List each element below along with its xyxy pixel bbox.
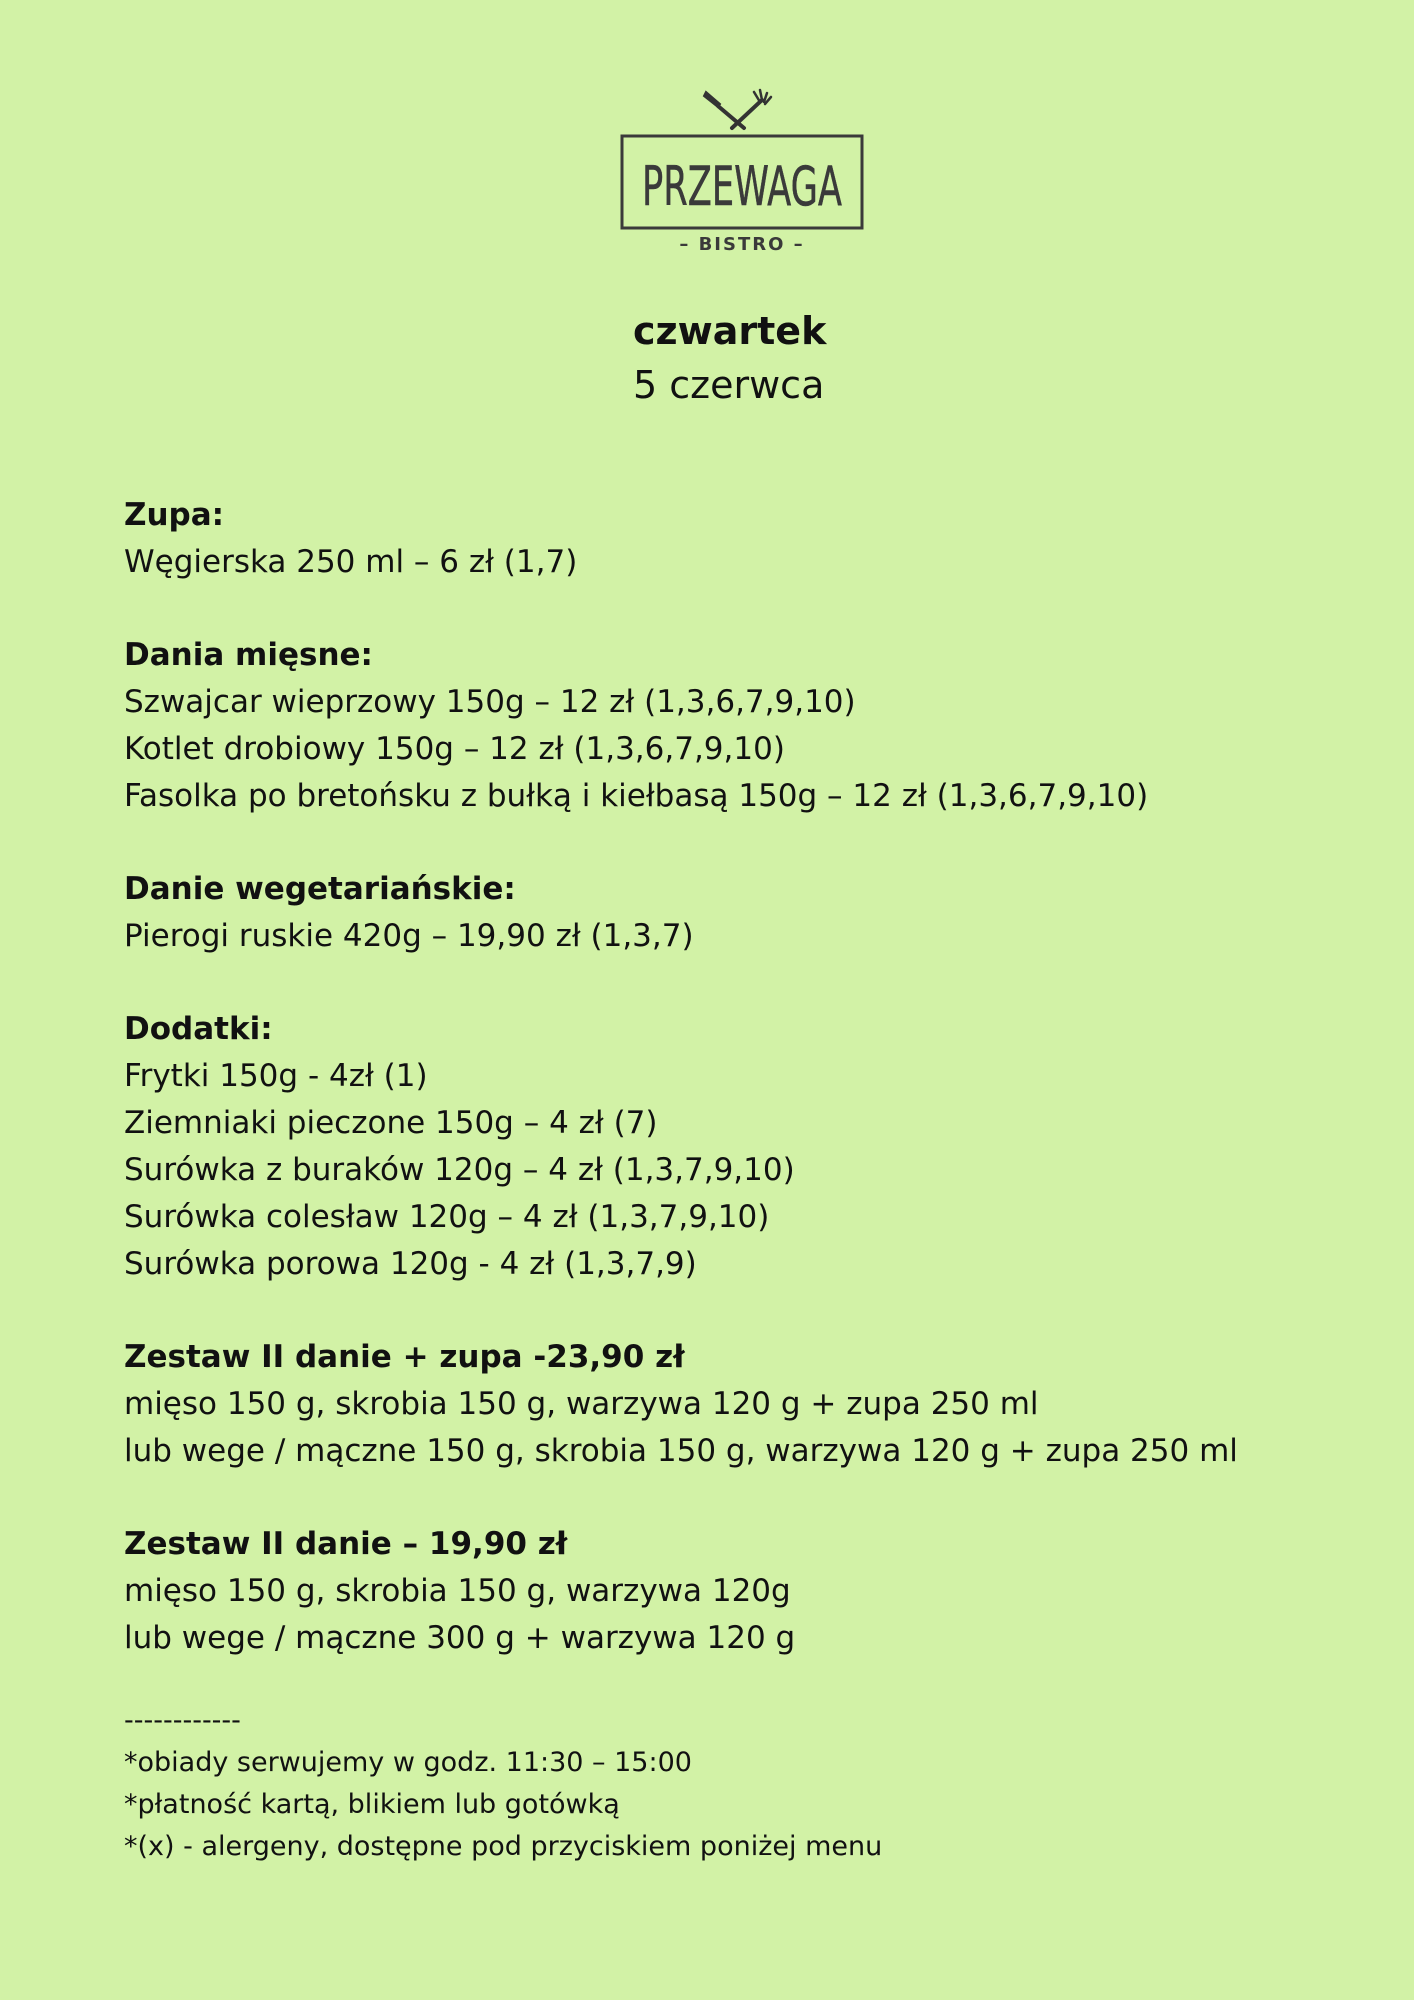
section-set-with-soup xyxy=(124,1334,1394,1475)
section-title: Zestaw II danie – 19,90 zł xyxy=(124,1526,568,1562)
menu xyxy=(124,492,1394,1708)
day-date: 5 czerwca xyxy=(633,363,825,407)
section-soup xyxy=(124,492,1394,586)
menu-item: Fasolka po bretońsku z bułką i kiełbasą 150g – 12 zł (1,3,6,7,9,10) xyxy=(124,778,1149,814)
menu-item: lub wege / mączne 300 g + warzywa 120 g xyxy=(124,1620,796,1656)
section-title: Danie wegetariańskie: xyxy=(124,871,516,907)
logo-brand: PRZEWAGA xyxy=(642,155,843,218)
section-title: Zupa: xyxy=(124,497,225,533)
menu-item: Węgierska 250 ml – 6 zł (1,7) xyxy=(124,544,578,580)
note-allergens: *(x) - alergeny, dostępne pod przyciskiem poniżej menu xyxy=(124,1831,883,1862)
bistro-logo xyxy=(620,88,864,258)
note-payment: *płatność kartą, blikiem lub gotówką xyxy=(124,1789,620,1820)
crossed-fork-knife-icon xyxy=(704,90,771,128)
menu-item: Surówka z buraków 120g – 4 zł (1,3,7,9,10) xyxy=(124,1152,795,1188)
menu-item: mięso 150 g, skrobia 150 g, warzywa 120g xyxy=(124,1573,791,1609)
separator: ------------ xyxy=(124,1705,241,1736)
footer-notes xyxy=(124,1700,1394,1868)
menu-item: Kotlet drobiowy 150g – 12 zł (1,3,6,7,9,10) xyxy=(124,731,785,767)
menu-item: Szwajcar wieprzowy 150g – 12 zł (1,3,6,7,9,10) xyxy=(124,684,856,720)
menu-item: Frytki 150g - 4zł (1) xyxy=(124,1058,428,1094)
menu-item: Pierogi ruskie 420g – 19,90 zł (1,3,7) xyxy=(124,918,694,954)
section-meat-dishes xyxy=(124,632,1394,820)
menu-item: Ziemniaki pieczone 150g – 4 zł (7) xyxy=(124,1105,658,1141)
menu-item: mięso 150 g, skrobia 150 g, warzywa 120 g + zupa 250 ml xyxy=(124,1386,1039,1422)
note-serving-hours: *obiady serwujemy w godz. 11:30 – 15:00 xyxy=(124,1747,692,1778)
section-title: Dodatki: xyxy=(124,1011,273,1047)
logo-subtitle: – BISTRO – xyxy=(679,234,805,255)
section-vegetarian xyxy=(124,866,1394,960)
day-header xyxy=(633,304,1133,412)
section-title: Zestaw II danie + zupa -23,90 zł xyxy=(124,1339,685,1375)
day-name: czwartek xyxy=(633,309,827,353)
section-sides xyxy=(124,1006,1394,1288)
logo-graphic xyxy=(620,88,864,258)
menu-item: Surówka colesław 120g – 4 zł (1,3,7,9,10) xyxy=(124,1199,770,1235)
section-set-main xyxy=(124,1521,1394,1662)
menu-item: Surówka porowa 120g - 4 zł (1,3,7,9) xyxy=(124,1246,697,1282)
menu-item: lub wege / mączne 150 g, skrobia 150 g, warzywa 120 g + zupa 250 ml xyxy=(124,1433,1238,1469)
section-title: Dania mięsne: xyxy=(124,637,373,673)
